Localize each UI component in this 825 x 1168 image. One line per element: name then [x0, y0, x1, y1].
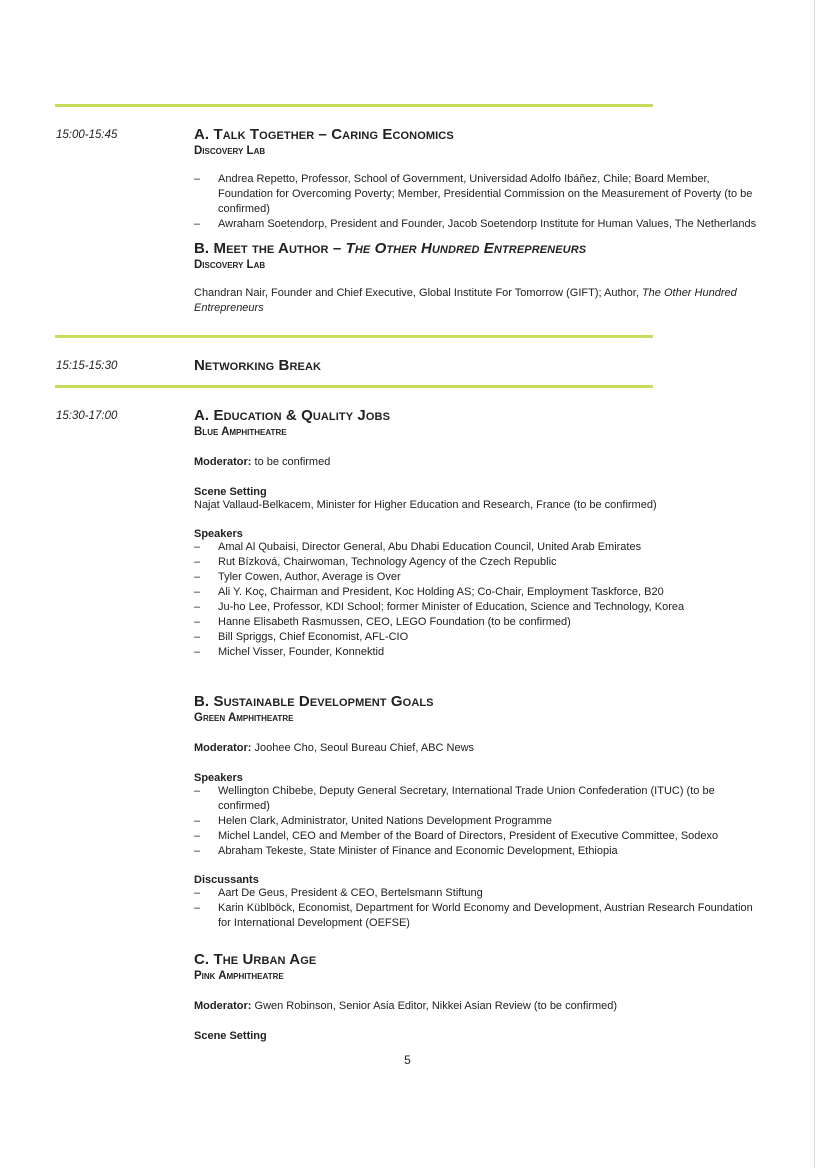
divider-rule — [55, 385, 653, 388]
session-venue: Pink Amphitheatre — [194, 970, 284, 982]
list-item: – Karin Küblböck, Economist, Department for World Economy and Development, Austrian Research Foundation for International Development (OEFSE) — [194, 901, 764, 931]
list-item: – Bill Spriggs, Chief Economist, AFL-CIO — [194, 630, 764, 645]
list-item: – Abraham Tekeste, State Minister of Finance and Economic Development, Ethiopia — [194, 844, 764, 859]
moderator-name: Gwen Robinson, Senior Asia Editor, Nikkei Asian Review (to be confirmed) — [251, 1000, 618, 1012]
discussants-label: Discussants — [194, 874, 259, 886]
session-urban-age — [194, 951, 764, 1042]
session-title — [194, 240, 764, 257]
scene-setting-label: Scene Setting — [194, 1030, 267, 1042]
scene-setting-label: Scene Setting — [194, 486, 267, 498]
book-title: The Other Hundred Entrepreneurs — [194, 287, 737, 314]
time-slot: 15:30-17:00 — [56, 410, 118, 422]
list-item: – Awraham Soetendorp, President and Founder, Jacob Soetendorp Institute for Human Values, The Netherlands — [194, 217, 764, 232]
speaker-list — [194, 784, 764, 859]
list-item: – Wellington Chibebe, Deputy General Secretary, International Trade Union Confederation (ITUC) (to be confirmed) — [194, 784, 764, 814]
title-text: B. Meet the Author – — [194, 240, 346, 257]
time-slot: 15:15-15:30 — [56, 360, 118, 372]
moderator-name: to be confirmed — [251, 456, 331, 468]
discussant-list — [194, 886, 764, 931]
session-venue: Discovery Lab — [194, 259, 266, 271]
speakers-label: Speakers — [194, 772, 243, 784]
list-item: – Ju-ho Lee, Professor, KDI School; former Minister of Education, Science and Technology, Korea — [194, 600, 764, 615]
session-title: B. Sustainable Development Goals — [194, 693, 434, 710]
divider-rule — [55, 104, 653, 107]
moderator-line — [194, 455, 764, 470]
moderator-line — [194, 999, 764, 1014]
list-item: – Tyler Cowen, Author, Average is Over — [194, 570, 764, 585]
session-title: A. Education & Quality Jobs — [194, 407, 391, 424]
list-item: – Michel Landel, CEO and Member of the Board of Directors, President of Executive Committee, Sodexo — [194, 829, 764, 844]
list-item: – Helen Clark, Administrator, United Nations Development Programme — [194, 814, 764, 829]
author-text: Chandran Nair, Founder and Chief Executive, Global Institute For Tomorrow (GIFT); Author, — [194, 287, 642, 299]
time-slot: 15:00-15:45 — [56, 129, 118, 141]
divider-rule — [55, 335, 653, 338]
moderator-name: Joohee Cho, Seoul Bureau Chief, ABC News — [251, 742, 475, 754]
moderator-line — [194, 741, 764, 756]
page-edge — [814, 0, 815, 1168]
session-networking-break — [194, 357, 764, 374]
list-item: – Rut Bízková, Chairwoman, Technology Agency of the Czech Republic — [194, 555, 764, 570]
list-item: – Ali Y. Koç, Chairman and President, Koc Holding AS; Co-Chair, Employment Taskforce, B20 — [194, 585, 764, 600]
scene-setting-text: Najat Vallaud-Belkacem, Minister for Higher Education and Research, France (to be confirmed) — [194, 499, 657, 511]
author-line — [194, 286, 764, 316]
session-venue: Blue Amphitheatre — [194, 426, 287, 438]
moderator-label: Moderator: — [194, 742, 252, 754]
session-talk-together — [194, 126, 764, 232]
list-item: – Aart De Geus, President & CEO, Bertelsmann Stiftung — [194, 886, 764, 901]
moderator-label: Moderator: — [194, 1000, 252, 1012]
page-number: 5 — [404, 1053, 411, 1067]
moderator-label: Moderator: — [194, 456, 252, 468]
speakers-label: Speakers — [194, 528, 243, 540]
session-education — [194, 407, 764, 660]
speaker-list — [194, 540, 764, 660]
list-item: – Amal Al Qubaisi, Director General, Abu Dhabi Education Council, United Arab Emirates — [194, 540, 764, 555]
list-item: – Hanne Elisabeth Rasmussen, CEO, LEGO Foundation (to be confirmed) — [194, 615, 764, 630]
participant-list — [194, 172, 764, 232]
session-meet-the-author — [194, 240, 764, 316]
session-title: A. Talk Together – Caring Economics — [194, 126, 454, 143]
list-item: – Andrea Repetto, Professor, School of Government, Universidad Adolfo Ibáñez, Chile; Board Member, Foundation for Overcoming Poverty; Member, Presidential Commission on the Measurement of Poverty (to be confirmed) — [194, 172, 764, 217]
session-venue: Green Amphitheatre — [194, 712, 294, 724]
session-sdgs — [194, 693, 764, 931]
session-venue: Discovery Lab — [194, 145, 266, 157]
session-title: C. The Urban Age — [194, 951, 317, 968]
session-title: Networking Break — [194, 357, 322, 374]
book-title: The Other Hundred Entrepreneurs — [345, 240, 587, 257]
list-item: – Michel Visser, Founder, Konnektid — [194, 645, 764, 660]
